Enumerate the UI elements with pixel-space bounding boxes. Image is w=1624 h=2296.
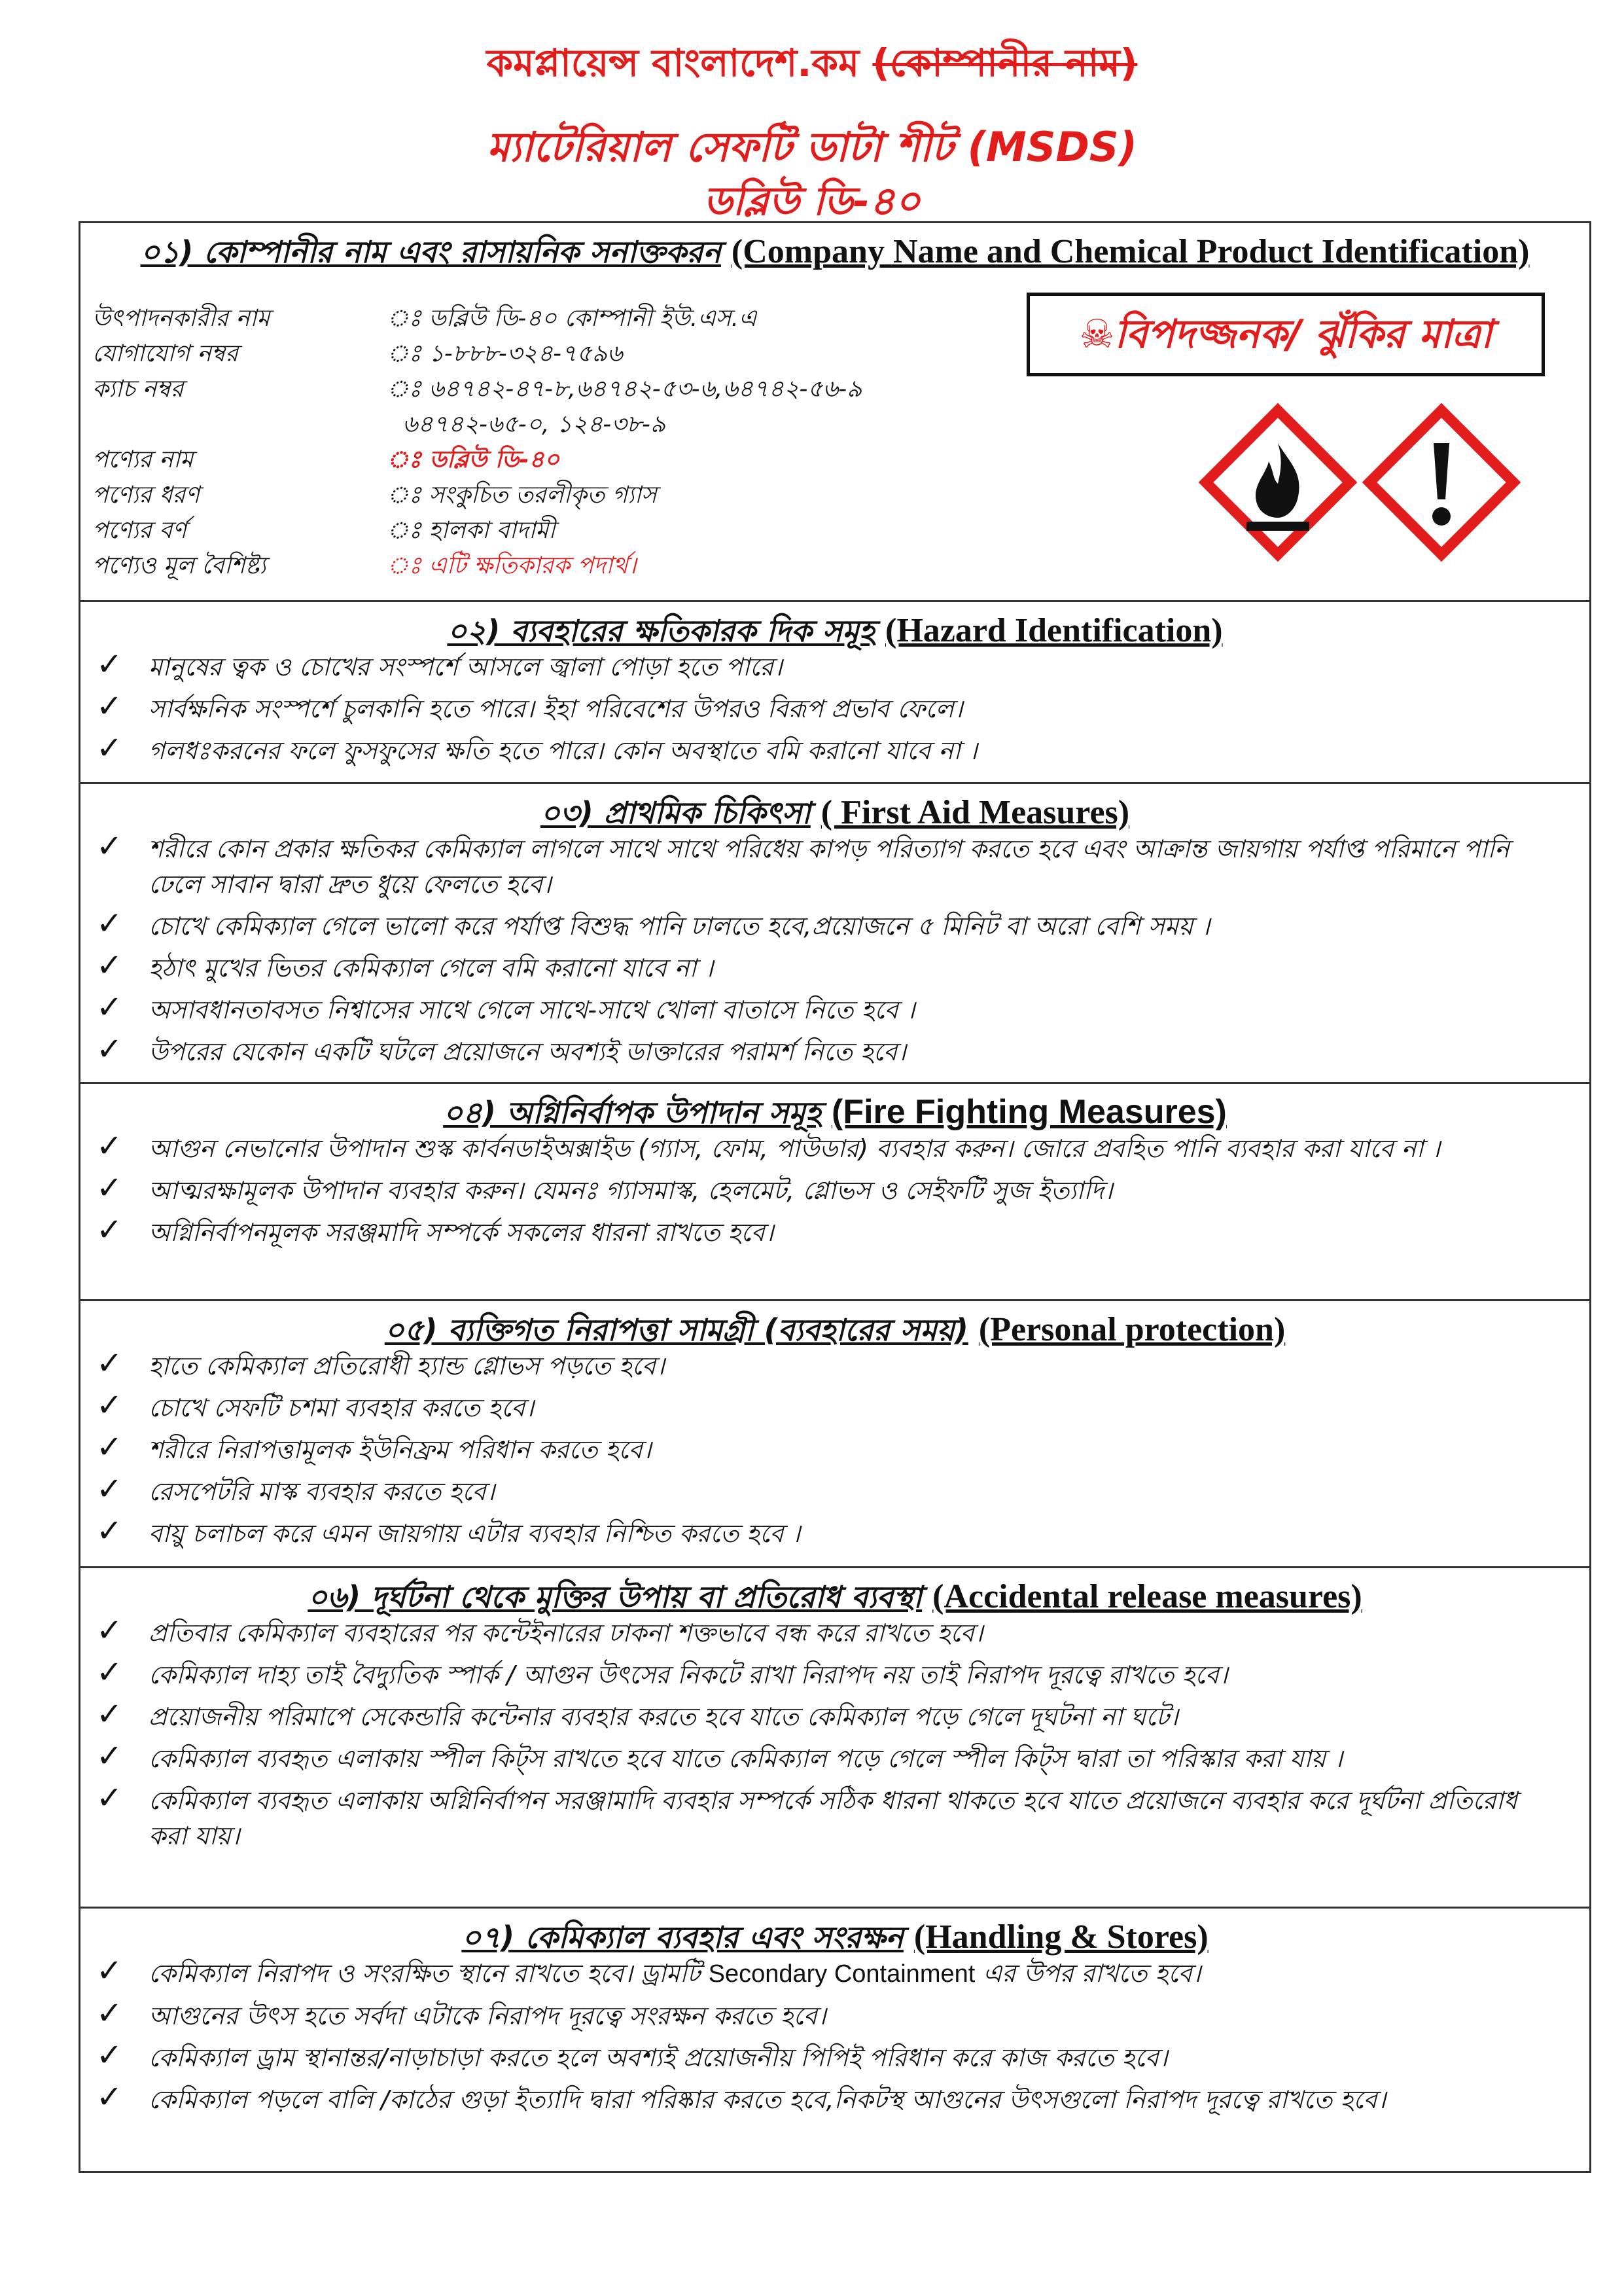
hazard-list: [80, 646, 1589, 768]
checkmark-icon: ✓: [96, 730, 123, 766]
list-item-text: কেমিক্যাল ব্যবহৃত এলাকায় স্পীল কিট্স রাখতে হবে যাতে কেমিক্যাল পড়ে গেলে স্পীল কিট্স দ্বারা তা পরিস্কার করা যায় ।: [149, 1744, 1343, 1773]
list-item-text: কেমিক্যাল দাহ্য তাই বৈদ্যুতিক স্পার্ক / আগুন উৎসের নিকটে রাখা নিরাপদ নয় তাই নিরাপদ দূরত্বে রাখতে হবে।: [149, 1660, 1228, 1689]
fire-fighting-list: [80, 1128, 1589, 1250]
list-item-text: হাতে কেমিক্যাল প্রতিরোধী হ্যান্ড গ্লোভস পড়তে হবে।: [149, 1352, 665, 1380]
checkmark-icon: ✓: [96, 1128, 123, 1164]
section-heading: [80, 1568, 1589, 1615]
checkmark-icon: ✓: [96, 1471, 123, 1507]
list-item: [96, 1345, 1589, 1384]
info-value: ঃ ৬৪৭৪২-৪৭-৮,৬৪৭৪২-৫৩-৬,৬৪৭৪২-৫৬-৯: [387, 376, 862, 403]
section-heading-en: (Accidental release measures): [932, 1578, 1362, 1615]
list-item-text: বায়ু চলাচল করে এমন জায়গায় এটার ব্যবহার নিশ্চিত করতে হবে ।: [149, 1519, 801, 1548]
company-name-text: কমপ্লায়েন্স বাংলাদেশ.কম: [486, 41, 860, 85]
list-item: [96, 1471, 1589, 1509]
skull-icon: ☠: [1079, 312, 1115, 357]
section-heading-en: (Handling & Stores): [913, 1918, 1209, 1956]
info-value: ঃ ১-৮৮৮-৩২৪-৭৫৯৬: [387, 340, 623, 367]
info-row: [92, 512, 1061, 548]
section-heading-en: ( First Aid Measures): [821, 794, 1130, 831]
list-item-text: চোখে কেমিক্যাল গেলে ভালো করে পর্যাপ্ত বিশুদ্ধ পানি ঢালতে হবে,প্রয়োজনে ৫ মিনিট বা অরো বেশি সময় ।: [149, 912, 1210, 941]
info-value: ৬৪৭৪২-৬৫-০, ১২৪-৩৮-৯: [402, 411, 666, 438]
accidental-release-list: [80, 1612, 1589, 1854]
section-hazard-identification: [80, 600, 1589, 782]
list-item-text: চোখে সেফটি চশমা ব্যবহার করতে হবে।: [149, 1393, 534, 1422]
info-row: [92, 336, 1061, 371]
list-item: [96, 730, 1589, 768]
section-heading-bn: ০৭) কেমিক্যাল ব্যবহার এবং সংরক্ষন: [461, 1920, 904, 1955]
list-item: [96, 1513, 1589, 1551]
checkmark-icon: ✓: [96, 1995, 123, 2032]
exclamation-pictogram-icon: [1369, 410, 1513, 554]
section-heading: [80, 1084, 1589, 1131]
list-item-text: সার্বক্ষনিক সংস্পর্শে চুলকানি হতে পারে। ইহা পরিবেশের উপরও বিরূপ প্রভাব ফেলে।: [149, 694, 963, 723]
info-row: [92, 477, 1061, 512]
section-handling-storage: [80, 1907, 1589, 2171]
flammable-pictogram-icon: [1206, 410, 1350, 554]
list-item: [96, 1211, 1589, 1250]
company-name-placeholder: (কোম্পানীর নাম): [872, 41, 1138, 85]
section-heading-en: (Fire Fighting Measures): [832, 1093, 1227, 1131]
list-item-text: উপরের যেকোন একটি ঘটলে প্রয়োজনে অবশ্যই ডাক্তারের পরামর্শ নিতে হবে।: [149, 1037, 906, 1066]
first-aid-list: [80, 828, 1589, 1069]
list-item: [96, 1780, 1589, 1854]
company-name: [0, 34, 1624, 98]
checkmark-icon: ✓: [96, 2079, 123, 2115]
info-label: উৎপাদনকারীর নাম: [92, 305, 270, 332]
info-label: পণ্যের নাম: [92, 446, 194, 473]
section-heading-bn: ০৩) প্রাথমিক চিকিৎসা: [540, 795, 811, 831]
list-item-latin: Secondary Containment: [708, 1960, 976, 1988]
hazard-level-box: [1027, 293, 1545, 376]
checkmark-icon: ✓: [96, 688, 123, 725]
list-item: [96, 1170, 1589, 1208]
checkmark-icon: ✓: [96, 1211, 123, 1248]
info-row: [92, 442, 1061, 477]
list-item: [96, 947, 1589, 986]
list-item-text: প্রয়োজনীয় পরিমাপে সেকেন্ডারি কন্টেনার ব্যবহার করতে হবে যাতে কেমিক্যাল পড়ে গেলে দূঘটনা না ঘটে।: [149, 1702, 1178, 1731]
document-title: ম্যাটেরিয়াল সেফটি ডাটা শীট (MSDS): [487, 123, 1137, 171]
section-heading: [80, 784, 1589, 831]
handling-list: [80, 1952, 1589, 2117]
checkmark-icon: ✓: [96, 1952, 123, 1989]
section-heading-bn: ০১) কোম্পানীর নাম এবং রাসায়নিক সনাক্তকরন: [140, 234, 721, 270]
list-item-text: রেসপেটরি মাস্ক ব্যবহার করতে হবে।: [149, 1477, 495, 1506]
list-item: [96, 2037, 1589, 2075]
info-value: ঃ ডব্লিউ ডি-৪০ কোম্পানী ইউ.এস.এ: [387, 305, 757, 332]
list-item: [96, 989, 1589, 1028]
info-label: যোগাযোগ নম্বর: [92, 340, 238, 367]
section-fire-fighting: [80, 1082, 1589, 1299]
section-heading: [80, 1301, 1589, 1348]
list-item: [96, 1995, 1589, 2034]
list-item-text: কেমিক্যাল ব্যবহৃত এলাকায় অগ্নিনির্বাপন সরঞ্জামাদি ব্যবহার সম্পর্কে সঠিক ধারনা থাকতে হবে যাতে প্রয়োজনে ব্যবহার করে দূর্ঘটনা প্রতিরোধ করা যায়।: [149, 1786, 1517, 1850]
list-item-text: শরীরে নিরাপত্তামূলক ইউনিফ্রম পরিধান করতে হবে।: [149, 1435, 652, 1464]
section-heading-en: (Personal protection): [978, 1311, 1286, 1348]
checkmark-icon: ✓: [96, 1738, 123, 1774]
list-item: [96, 828, 1589, 902]
list-item: [96, 688, 1589, 726]
checkmark-icon: ✓: [96, 1387, 123, 1424]
checkmark-icon: ✓: [96, 989, 123, 1026]
checkmark-icon: ✓: [96, 2037, 123, 2073]
list-item: [96, 1738, 1589, 1776]
checkmark-icon: ✓: [96, 947, 123, 984]
checkmark-icon: ✓: [96, 1031, 123, 1067]
list-item-text: শরীরে কোন প্রকার ক্ষতিকর কেমিক্যাল লাগলে সাথে সাথে পরিধেয় কাপড় পরিত্যাগ করতে হবে এবং আক্রান্ত জায়গায় পর্যাপ্ত পরিমানে পানি ঢেলে সাবান দ্বারা দ্রুত ধুয়ে ফেলতে হবে।: [149, 834, 1509, 899]
section-heading-bn: ০৫) ব্যক্তিগত নিরাপত্তা সামগ্রী (ব্যবহারের সময়): [384, 1312, 968, 1348]
section-accidental-release: [80, 1566, 1589, 1907]
section-first-aid: [80, 782, 1589, 1082]
list-item: [96, 1696, 1589, 1734]
info-label: পণ্যের বর্ণ: [92, 517, 187, 544]
list-item-text: আগুন নেভানোর উপাদান শুস্ক কার্বনডাইঅক্সাইড (গ্যাস, ফোম, পাউডার) ব্যবহার করুন। জোরে প্রবহিত পানি ব্যবহার করা যাবে না ।: [149, 1134, 1441, 1163]
section-identification: [80, 223, 1589, 600]
info-value: ঃ সংকুচিত তরলীকৃত গ্যাস: [387, 482, 657, 509]
section-heading-en: (Company Name and Chemical Product Identification): [731, 233, 1530, 270]
section-personal-protection: [80, 1299, 1589, 1566]
list-item-text-end: এর উপর রাখতে হবে।: [975, 1959, 1201, 1988]
list-item: [96, 1387, 1589, 1426]
info-label: ক্যাচ নম্বর: [92, 376, 184, 403]
list-item: [96, 1654, 1589, 1693]
checkmark-icon: ✓: [96, 646, 123, 683]
checkmark-icon: ✓: [96, 1170, 123, 1206]
list-item: [96, 1128, 1589, 1166]
list-item: [96, 905, 1589, 944]
checkmark-icon: ✓: [96, 1345, 123, 1382]
list-item: [96, 1031, 1589, 1069]
list-item: [96, 2079, 1589, 2117]
list-item-text: আগুনের উৎস হতে সর্বদা এটাকে নিরাপদ দূরত্বে সংরক্ষন করতে হবে।: [149, 2001, 826, 2030]
list-item-text: আত্মরক্ষামূলক উপাদান ব্যবহার করুন। যেমনঃ গ্যাসমাস্ক, হেলমেট, গ্লোভস ও সেইফটি সুজ ইত্যাদি।: [149, 1176, 1113, 1205]
section-heading-bn: ০২) ব্যবহারের ক্ষতিকারক দিক সমূহ: [447, 613, 875, 649]
checkmark-icon: ✓: [96, 1780, 123, 1816]
list-item: [96, 1612, 1589, 1651]
list-item: [96, 1429, 1589, 1467]
info-row: [92, 371, 1061, 406]
personal-protection-list: [80, 1345, 1589, 1551]
checkmark-icon: ✓: [96, 905, 123, 942]
hazard-level-label: বিপদজ্জনক/ ঝুঁকির মাত্রা: [1114, 312, 1492, 357]
info-label: পণ্যের ধরণ: [92, 482, 200, 509]
ghs-pictograms: [1198, 401, 1538, 578]
info-value: ঃ হালকা বাদামী: [387, 517, 556, 544]
checkmark-icon: ✓: [96, 1513, 123, 1549]
checkmark-icon: ✓: [96, 1429, 123, 1465]
section-heading-en: (Hazard Identification): [885, 612, 1223, 649]
checkmark-icon: ✓: [96, 1654, 123, 1691]
checkmark-icon: ✓: [96, 828, 123, 865]
info-label: পণ্যেও মূল বৈশিষ্ট্য: [92, 552, 266, 579]
list-item: [96, 646, 1589, 685]
product-info: [92, 300, 1061, 583]
checkmark-icon: ✓: [96, 1696, 123, 1732]
list-item-text: কেমিক্যাল পড়লে বালি /কাঠের গুড়া ইত্যাদি দ্বারা পরিষ্কার করতে হবে,নিকটস্থ আগুনের উৎসগুলো নিরাপদ দূরত্বে রাখতে হবে।: [149, 2085, 1386, 2114]
info-row: [92, 300, 1061, 336]
list-item: [96, 1952, 1589, 1992]
info-row: [92, 406, 1061, 442]
checkmark-icon: ✓: [96, 1612, 123, 1649]
list-item-text: মানুষের ত্বক ও চোখের সংস্পর্শে আসলে জ্বালা পোড়া হতে পারে।: [149, 653, 783, 681]
product-subtitle: ডব্লিউ ডি-৪০: [703, 179, 921, 224]
section-heading: [80, 602, 1589, 649]
list-item-text: কেমিক্যাল ড্রাম স্থানান্তর/নাড়াচাড়া করতে হলে অবশ্যই প্রয়োজনীয় পিপিই পরিধান করে কাজ করতে হবে।: [149, 2043, 1168, 2072]
section-heading: [80, 1909, 1589, 1956]
section-heading-bn: ০৪) অগ্নিনির্বাপক উপাদান সমূহ: [443, 1095, 822, 1130]
info-value-hazard: ঃ এটি ক্ষতিকারক পদার্থ।: [387, 552, 637, 579]
info-value-product-name: ঃ ডব্লিউ ডি-৪০: [387, 446, 560, 473]
list-item-text: হঠাৎ মুখের ভিতর কেমিক্যাল গেলে বমি করানো যাবে না ।: [149, 954, 714, 982]
list-item-text: অসাবধানতাবসত নিশ্বাসের সাথে গেলে সাথে-সাথে খোলা বাতাসে নিতে হবে ।: [149, 996, 915, 1024]
list-item-text: প্রতিবার কেমিক্যাল ব্যবহারের পর কন্টেইনারের ঢাকনা শক্তভাবে বন্ধ করে রাখতে হবে।: [149, 1619, 983, 1647]
list-item-text: কেমিক্যাল নিরাপদ ও সংরক্ষিত স্থানে রাখতে হবে। ড্রামটি: [149, 1959, 709, 1988]
info-row: [92, 548, 1061, 583]
section-heading: [80, 223, 1589, 270]
list-item-text: অগ্নিনির্বাপনমূলক সরঞ্জমাদি সম্পর্কে সকলের ধারনা রাখতে হবে।: [149, 1218, 774, 1247]
section-heading-bn: ০৬) দূর্ঘটনা থেকে মুক্তির উপায় বা প্রতিরোধ ব্যবস্থা: [308, 1579, 923, 1615]
msds-table: [79, 221, 1591, 2173]
list-item-text: গলধঃকরনের ফলে ফুসফুসের ক্ষতি হতে পারে। কোন অবস্থাতে বমি করানো যাবে না ।: [149, 736, 978, 765]
